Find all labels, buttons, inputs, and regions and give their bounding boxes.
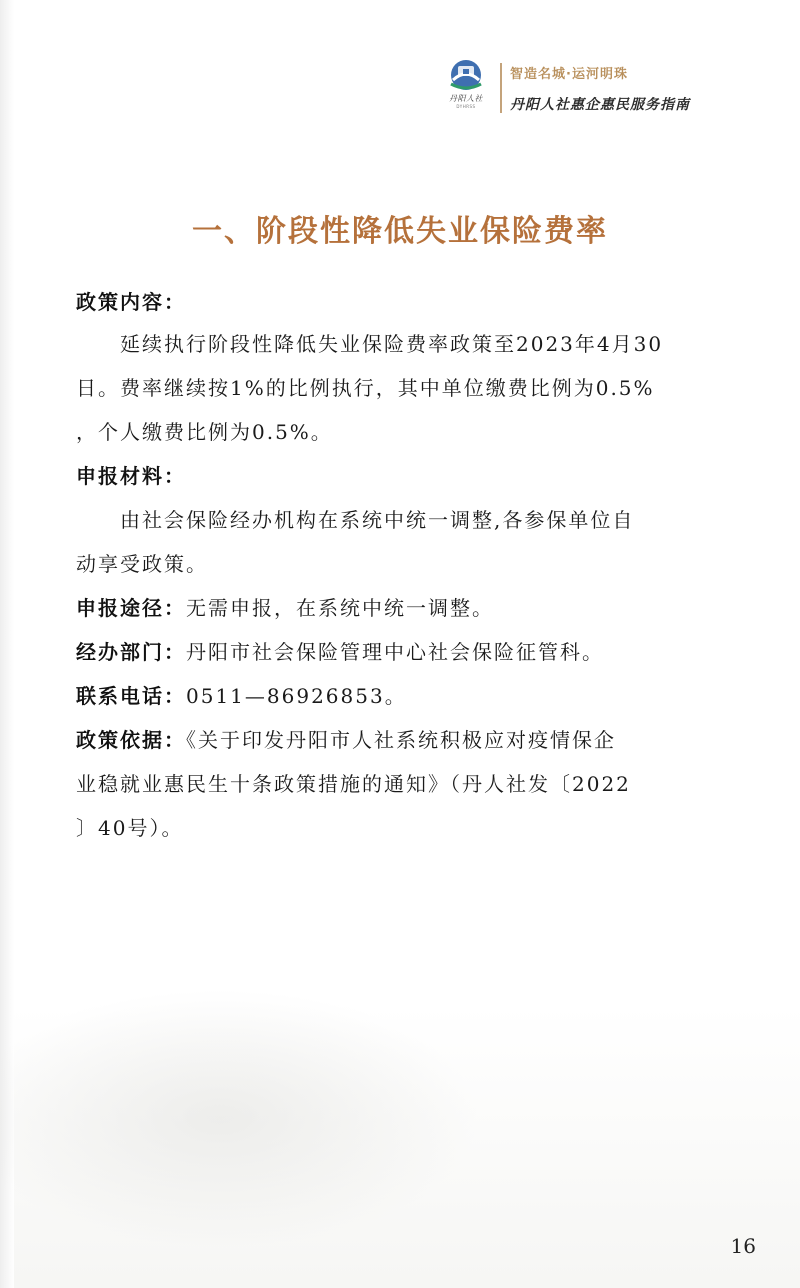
channel-value: 无需申报，在系统中统一调整。: [186, 596, 494, 620]
basis-line: 《关于印发丹阳市人社系统积极应对疫情保企: [186, 728, 616, 752]
policy-content-line: ，个人缴费比例为0.5%。: [76, 420, 333, 444]
basis-line: 〕40号）。: [76, 816, 184, 840]
policy-content-label: 政策内容：: [76, 290, 186, 314]
basis-label: 政策依据：: [76, 728, 186, 752]
policy-content-line: 延续执行阶段性降低失业保险费率政策至2023年4月30: [120, 332, 664, 356]
page-number: 16: [730, 1234, 756, 1258]
header-slogan: 智造名城·运河明珠: [510, 66, 628, 82]
policy-content-heading: [76, 290, 726, 314]
channel-label: 申报途径：: [76, 596, 186, 620]
logo-text: 丹阳人社: [449, 94, 483, 103]
header-guide-title: 丹阳人社惠企惠民服务指南: [510, 96, 690, 113]
page-header: [436, 58, 690, 118]
department-label: 经办部门：: [76, 640, 186, 664]
header-divider: [500, 63, 502, 113]
phone-row: [76, 684, 726, 708]
header-lines: [510, 63, 690, 114]
materials-label: 申报材料：: [76, 464, 186, 488]
department-row: [76, 640, 726, 664]
department-value: 丹阳市社会保险管理中心社会保险征管科。: [186, 640, 604, 664]
policy-content-line: 日。费率继续按1%的比例执行，其中单位缴费比例为0.5%: [76, 376, 655, 400]
logo: [436, 58, 496, 118]
phone-label: 联系电话：: [76, 684, 186, 708]
materials-heading: [76, 464, 726, 488]
channel-row: [76, 596, 726, 620]
background-mist: [0, 988, 480, 1248]
materials-line: 由社会保险经办机构在系统中统一调整,各参保单位自: [120, 508, 635, 532]
logo-subtext: DYHRSS: [456, 104, 476, 109]
materials-line: 动享受政策。: [76, 552, 208, 576]
phone-value: 0511—86926853。: [186, 684, 407, 708]
section-title: 一、阶段性降低失业保险费率: [192, 214, 608, 249]
logo-emblem-icon: [447, 58, 485, 92]
basis-line: 业稳就业惠民生十条政策措施的通知》（丹人社发〔2022: [76, 772, 631, 796]
basis-row: [76, 728, 726, 752]
